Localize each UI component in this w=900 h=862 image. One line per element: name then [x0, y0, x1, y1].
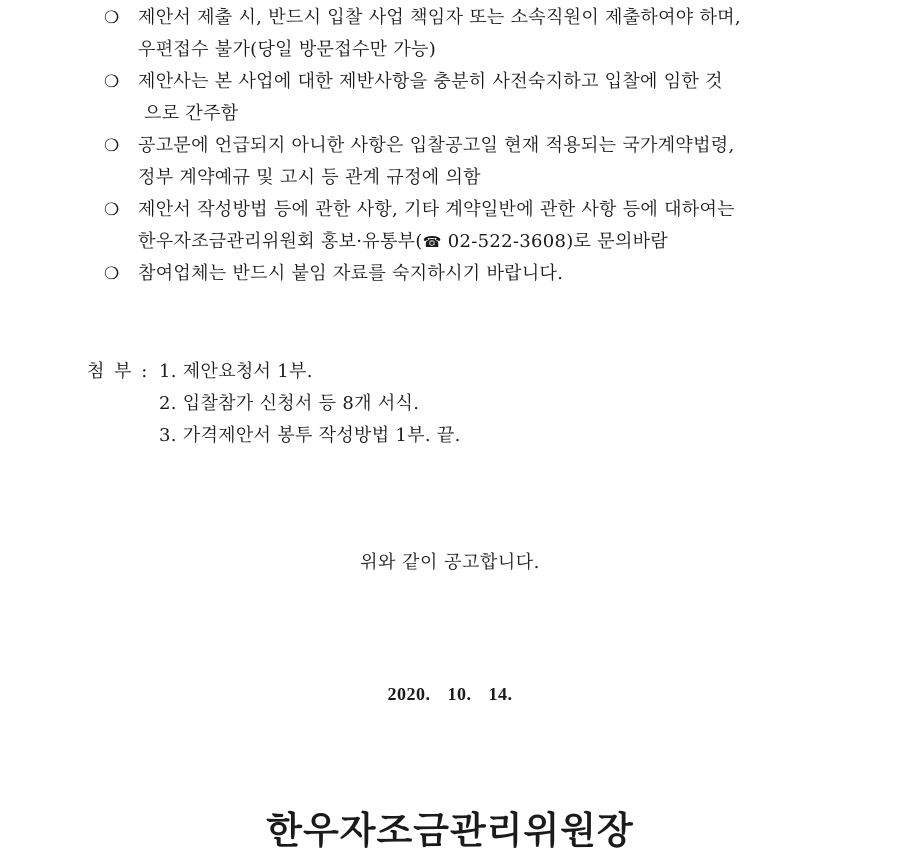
announcement-date: 2020. 10. 14.: [387, 684, 513, 704]
closing-statement: 위와 같이 공고합니다.: [360, 552, 540, 573]
notice-line: 정부 계약예규 및 고시 등 관계 규정에 의함: [138, 167, 481, 188]
circle-bullet-icon: ❍: [104, 8, 120, 28]
notice-line: 우편접수 불가(당일 방문접수만 가능): [138, 39, 437, 60]
notice-item: [104, 2, 824, 66]
circle-bullet-icon: ❍: [104, 264, 120, 284]
notice-line: 제안서 작성방법 등에 관한 사항, 기타 계약일반에 관한 사항 등에 대하여는: [138, 199, 735, 220]
contact-text: 한우자조금관리위원회 홍보·유통부(: [138, 231, 423, 252]
attachment-item: 2. 입찰참가 신청서 등 8개 서식.: [159, 393, 420, 414]
attachment-row: [87, 388, 461, 420]
circle-bullet-icon: ❍: [104, 72, 120, 92]
notice-list: [104, 2, 824, 290]
notice-line: [138, 226, 824, 258]
notice-item: [104, 66, 824, 130]
telephone-icon: ☎: [422, 233, 442, 251]
attachment-item: 1. 제안요청서 1부.: [159, 361, 313, 382]
notice-item: [104, 130, 824, 194]
attachments-section: [87, 356, 461, 452]
attachment-item: 3. 가격제안서 봉투 작성방법 1부. 끝.: [159, 425, 461, 446]
attachment-row: [87, 356, 461, 388]
issuer-signature: 한우자조금관리위원장: [266, 808, 634, 852]
notice-line: 제안사는 본 사업에 대한 제반사항을 충분히 사전숙지하고 입찰에 임한 것: [138, 71, 723, 92]
notice-item: [104, 194, 824, 258]
notice-item: [104, 258, 824, 290]
circle-bullet-icon: ❍: [104, 200, 120, 220]
notice-line: 제안서 제출 시, 반드시 입찰 사업 책임자 또는 소속직원이 제출하여야 하며,: [138, 7, 741, 28]
circle-bullet-icon: ❍: [104, 136, 120, 156]
notice-line: 으로 간주함: [144, 103, 239, 124]
contact-number-text: 02-522-3608)로 문의바람: [441, 231, 669, 252]
attachments-heading: 첨 부 :: [87, 361, 150, 382]
attachment-row: [87, 420, 461, 452]
notice-line: 공고문에 언급되지 아니한 사항은 입찰공고일 현재 적용되는 국가계약법령,: [138, 135, 735, 156]
notice-line: 참여업체는 반드시 붙임 자료를 숙지하시기 바랍니다.: [138, 263, 564, 284]
